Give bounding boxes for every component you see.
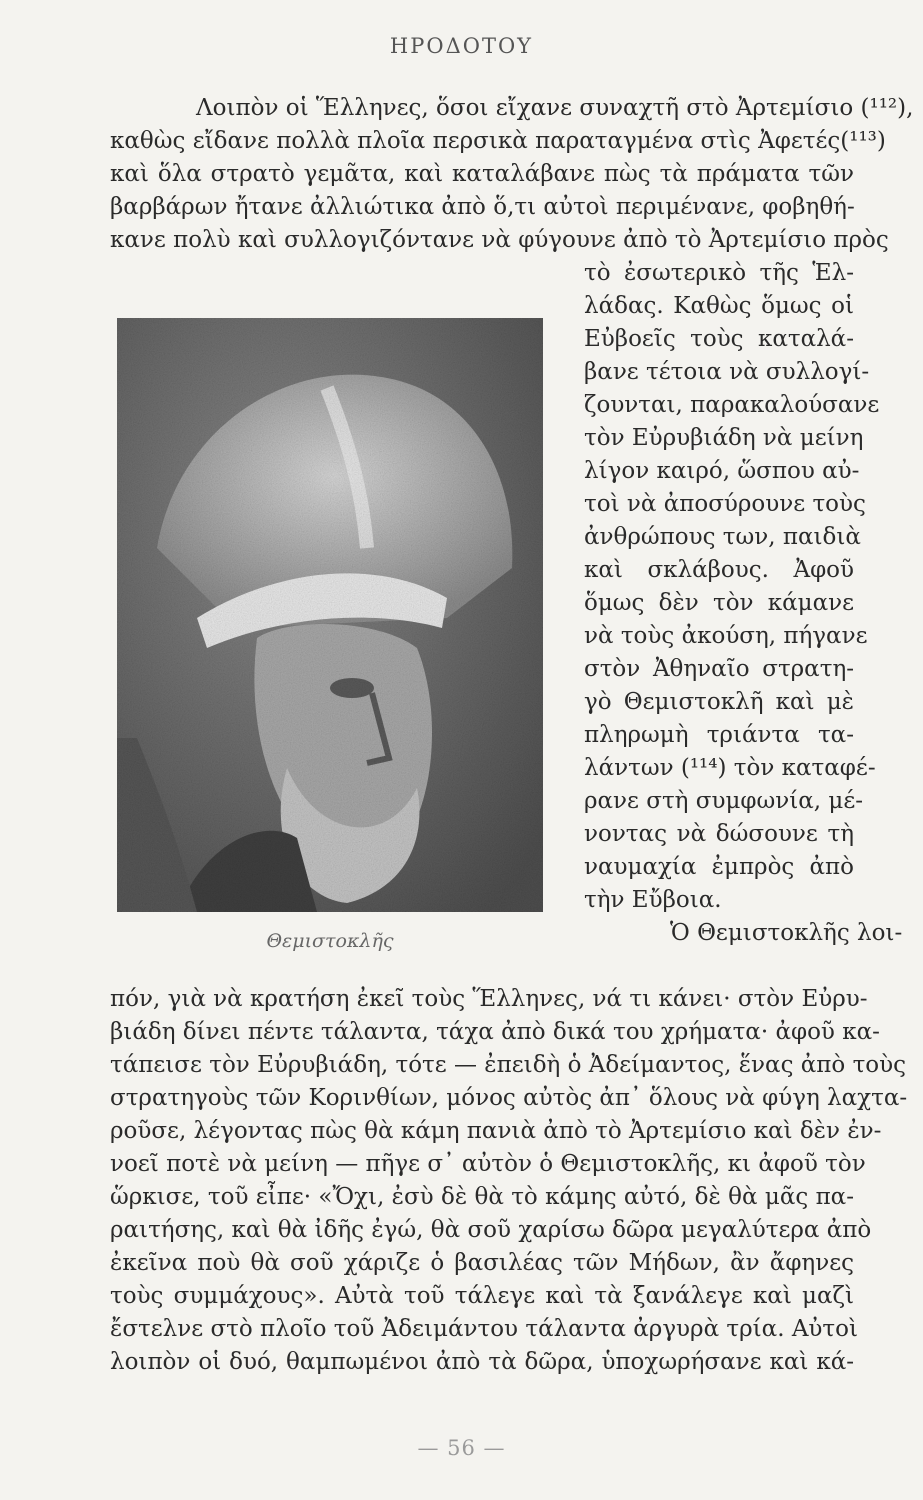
text-line: ζουνται, παρακαλούσανε bbox=[584, 392, 880, 418]
text-line: λάδας. Καθὼς ὅμως οἱ bbox=[584, 293, 854, 319]
text-line: γὸ Θεμιστοκλῆ καὶ μὲ bbox=[584, 689, 854, 715]
text-line: νοεῖ ποτὲ νὰ μείνη — πῆγε σ᾿ αὐτὸν ὁ Θεμιστοκλῆς, κι ἀφοῦ τὸν bbox=[110, 1151, 866, 1177]
text-line: βαρβάρων ἤτανε ἀλλιώτικα ἀπὸ ὅ,τι αὐτοὶ περιμένανε, φοβηθή- bbox=[110, 194, 855, 220]
text-line: στρατηγοὺς τῶν Κορινθίων, μόνος αὐτὸς ἀπ᾿ ὅλους νὰ φύγη λαχτα- bbox=[110, 1085, 908, 1111]
text-line: τὸ ἐσωτερικὸ τῆς Ἑλ- bbox=[584, 260, 854, 286]
text-line: Ὁ Θεμιστοκλῆς λοι- bbox=[670, 920, 903, 946]
text-line: τοὶ νὰ ἀποσύρουνε τοὺς bbox=[584, 491, 866, 517]
text-line: ἔστελνε στὸ πλοῖο τοῦ Ἀδειμάντου τάλαντα ἀργυρὰ τρία. Αὐτοὶ bbox=[110, 1316, 859, 1342]
text-line: κανε πολὺ καὶ συλλογιζόντανε νὰ φύγουνε ἀπὸ τὸ Ἀρτεμίσιο πρὸς bbox=[110, 227, 889, 253]
portrait-image bbox=[117, 318, 543, 912]
page-number: — 56 — bbox=[417, 1436, 506, 1460]
text-line: λίγον καιρό, ὥσπου αὐ- bbox=[584, 458, 860, 484]
text-line: πόν, γιὰ νὰ κρατήση ἐκεῖ τοὺς Ἕλληνες, νά τι κάνει· στὸν Εὐρυ- bbox=[110, 986, 868, 1012]
text-line: ἐκεῖνα ποὺ θὰ σοῦ χάριζε ὁ βασιλέας τῶν Μήδων, ἂν ἄφηνες bbox=[110, 1250, 854, 1276]
text-line: ρανε στὴ συμφωνία, μέ- bbox=[584, 788, 864, 814]
text-line: τοὺς συμμάχους». Αὐτὰ τοῦ τάλεγε καὶ τὰ ξανάλεγε καὶ μαζὶ bbox=[110, 1283, 854, 1309]
text-line: λάντων (¹¹⁴) τὸν καταφέ- bbox=[584, 755, 876, 781]
text-line: λοιπὸν οἱ δυό, θαμπωμένοι ἀπὸ τὰ δῶρα, ὑποχωρήσανε καὶ κά- bbox=[110, 1349, 854, 1375]
text-line: στὸν Ἀθηναῖο στρατη- bbox=[584, 656, 854, 682]
text-line: βιάδη δίνει πέντε τάλαντα, τάχα ἀπὸ δικά του χρήματα· ἀφοῦ κα- bbox=[110, 1019, 880, 1045]
text-line: Λοιπὸν οἱ Ἕλληνες, ὅσοι εἴχανε συναχτῆ στὸ Ἀρτεμίσιο (¹¹²), bbox=[196, 95, 914, 121]
text-line: Εὐβοεῖς τοὺς καταλά- bbox=[584, 326, 854, 352]
text-line: νὰ τοὺς ἀκούση, πήγανε bbox=[584, 623, 868, 649]
running-header: ΗΡΟΔΟΤΟΥ bbox=[389, 34, 534, 58]
text-line: ὅμως δὲν τὸν κάμανε bbox=[584, 590, 854, 616]
text-line: νοντας νὰ δώσουνε τὴ bbox=[584, 821, 854, 847]
text-line: πληρωμὴ τριάντα τα- bbox=[584, 722, 854, 748]
text-line: καθὼς εἴδανε πολλὰ πλοῖα περσικὰ παραταγμένα στὶς Ἀφετές(¹¹³) bbox=[110, 128, 886, 154]
text-line: ροῦσε, λέγοντας πὼς θὰ κάμη πανιὰ ἀπὸ τὸ Ἀρτεμίσιο καὶ δὲν ἐν- bbox=[110, 1118, 882, 1144]
text-line: βανε τέτοια νὰ συλλογί- bbox=[584, 359, 870, 385]
figure-caption: Θεμιστοκλῆς bbox=[266, 930, 394, 952]
text-line: ἀνθρώπους των, παιδιὰ bbox=[584, 524, 861, 550]
text-line: ναυμαχία ἐμπρὸς ἀπὸ bbox=[584, 854, 854, 880]
text-line: τάπεισε τὸν Εὐρυβιάδη, τότε — ἐπειδὴ ὁ Ἀδείμαντος, ἕνας ἀπὸ τοὺς bbox=[110, 1052, 907, 1078]
text-line: τὴν Εὔβοια. bbox=[584, 887, 722, 913]
text-line: καὶ σκλάβους. Ἀφοῦ bbox=[584, 557, 854, 583]
text-line: ραιτήσης, καὶ θὰ ἰδῆς ἐγώ, θὰ σοῦ χαρίσω δῶρα μεγαλύτερα ἀπὸ bbox=[110, 1217, 872, 1243]
text-line: τὸν Εὐρυβιάδη νὰ μείνη bbox=[584, 425, 864, 451]
text-line: ὥρκισε, τοῦ εἶπε· «Ὄχι, ἐσὺ δὲ θὰ τὸ κάμης αὐτό, δὲ θὰ μᾶς πα- bbox=[110, 1184, 854, 1210]
portrait-illustration bbox=[117, 318, 543, 912]
text-line: καὶ ὅλα στρατὸ γεμᾶτα, καὶ καταλάβανε πὼς τὰ πράματα τῶν bbox=[110, 161, 854, 187]
